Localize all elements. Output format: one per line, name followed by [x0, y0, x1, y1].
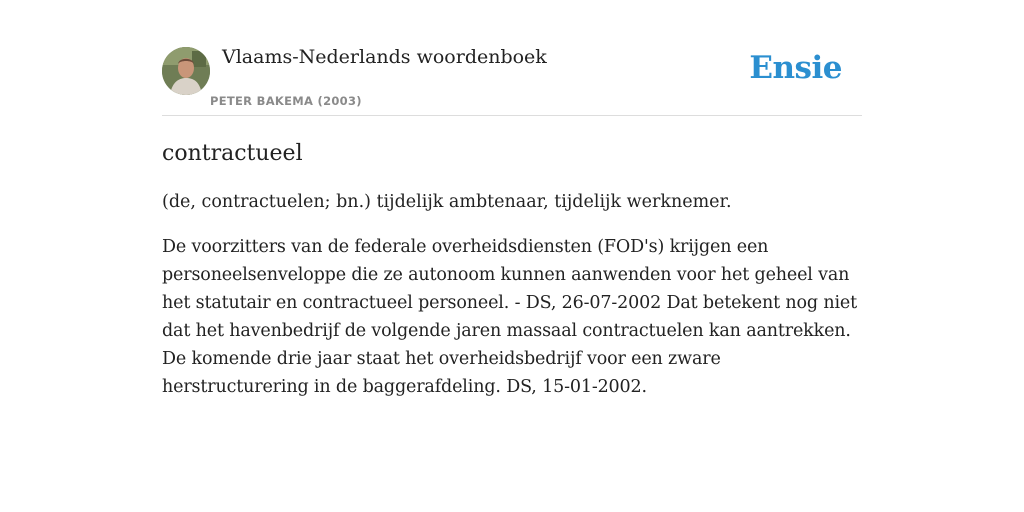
- dictionary-entry-card: [162, 44, 862, 401]
- headword: contractueel: [162, 141, 303, 166]
- author-avatar[interactable]: [162, 47, 210, 95]
- entry-header: [162, 44, 862, 116]
- dictionary-author[interactable]: PETER BAKEMA (2003): [210, 94, 362, 108]
- example-text: De voorzitters van de federale overheidsdiensten (FOD's) krijgen een personeelsenveloppe die ze autonoom kunnen aanwenden voor het geheel van het statutair en contractueel personeel. - DS, 26-07-2002 Dat betekent nog niet dat het havenbedrijf de volgende jaren massaal contractuelen kan aantrekken. De komende drie jaar staat het overheidsbedrijf voor een zware herstructurering in de baggerafdeling. DS, 15-01-2002.: [162, 237, 857, 397]
- definition-text: (de, contractuelen; bn.) tijdelijk ambtenaar, tijdelijk werknemer.: [162, 192, 732, 212]
- dictionary-title[interactable]: Vlaams-Nederlands woordenboek: [222, 46, 547, 68]
- ensie-logo[interactable]: Ensie: [749, 50, 842, 86]
- person-photo-icon: [162, 47, 210, 95]
